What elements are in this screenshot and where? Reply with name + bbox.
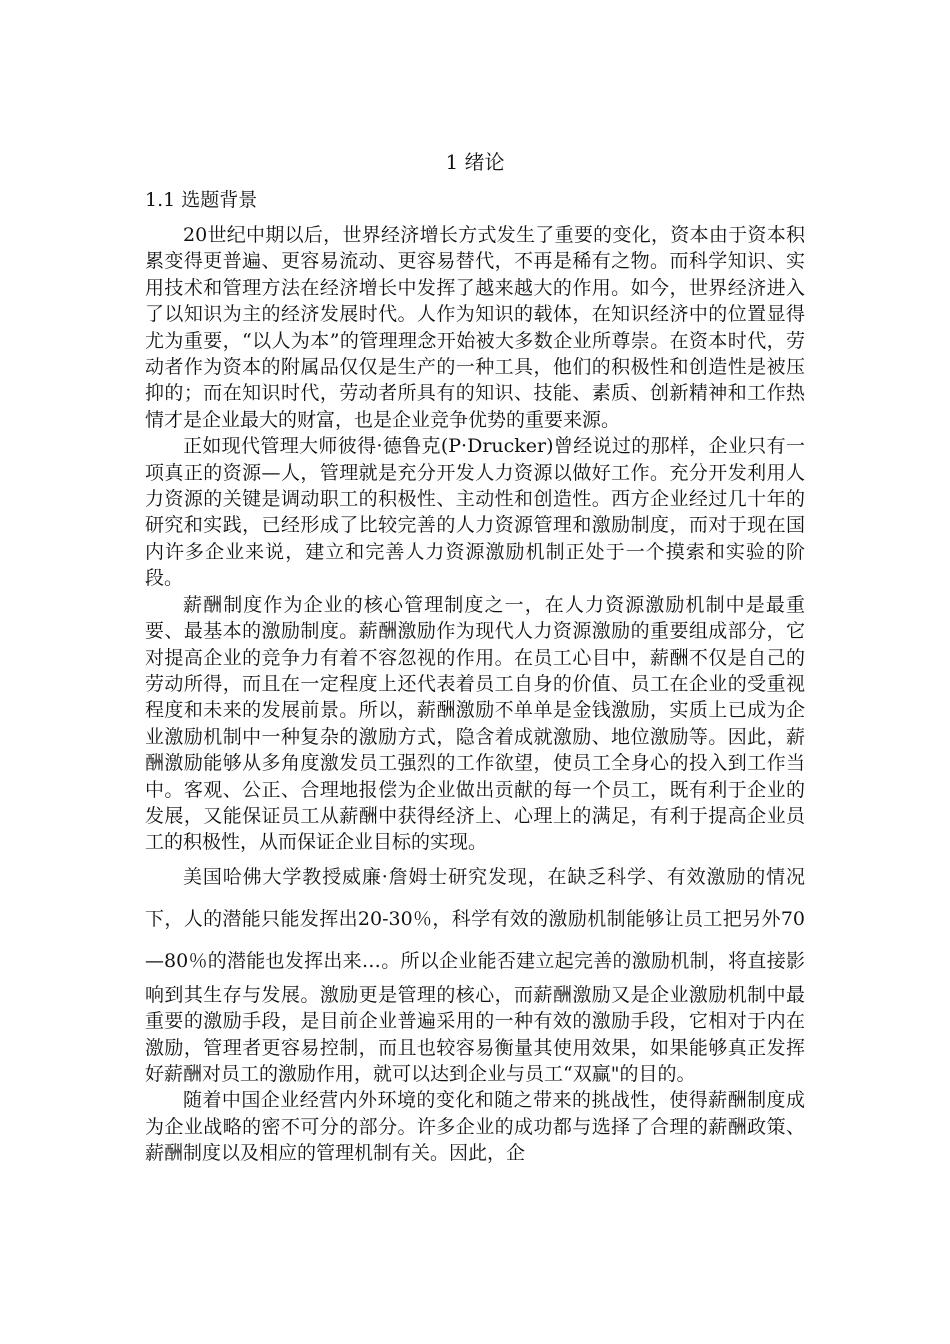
chapter-title: 1 绪论 [445, 150, 505, 174]
paragraph-4 [145, 856, 805, 1088]
section-title: 1.1 选题背景 [145, 189, 258, 211]
paragraph-4-part-b: 将直接影响到其生存与发展。激励更是管理的核心，而薪酬激励又是企业激励机制中最重要的激励手段，是目前企业普遍采用的一种有效的激励手段，它相对于内在激励，管理者更容易控制，而且也较容易衡量其使用效果，如果能够真正发挥好薪酬对员工的激励作用，就可以达到企业与员工“双赢"的目的。 [145, 949, 805, 1085]
body-text [145, 222, 805, 1167]
paragraph-3: 薪酬制度作为企业的核心管理制度之一，在人力资源激励机制中是最重要、最基本的激励制度。薪酬激励作为现代人力资源激励的重要组成部分，它对提高企业的竞争力有着不容忽视的作用。在员工心目中，薪酬不仅是自己的劳动所得，而且在一定程度上还代表着员工自身的价值、员工在企业的受重视程度和未来的发展前景。所以，薪酬激励不单单是金钱激励，实质上已成为企业激励机制中一种复杂的激励方式，隐含着成就激励、地位激励等。因此，薪酬激励能够从多角度激发员工强烈的工作欲望，使员工全身心的投入到工作当中。客观、公正、合理地报偿为企业做出贡献的每一个员工，既有利于企业的发展，又能保证员工从薪酬中获得经济上、心理上的满足，有利于提高企业员工的积极性，从而保证企业目标的实现。 [145, 593, 805, 854]
paragraph-1: 20世纪中期以后，世界经济增长方式发生了重要的变化，资本由于资本积累变得更普遍、更容易流动、更容易替代，不再是稀有之物。而科学知识、实用技术和管理方法在经济增长中发挥了越来越大的作用。如今，世界经济进入了以知识为主的经济发展时代。人作为知识的载体，在知识经济中的位置显得尤为重要，“以人为本”的管理理念开始被大多数企业所尊崇。在资本时代，劳动者作为资本的附属品仅仅是生产的一种工具，他们的积极性和创造性是被压抑的；而在知识时代，劳动者所具有的知识、技能、素质、创新精神和工作热情才是企业最大的财富，也是企业竞争优势的重要来源。 [145, 224, 805, 431]
paragraph-4-part-a: 美国哈佛大学教授威廉·詹姆士研究发现，在缺乏科学、有效激励的情况下，人的潜能只能发挥出20-30％，科学有效的激励机制能够让员工把另外70—80％的潜能也发挥出来…。所以企业能否建立起完善的激励机制， [145, 865, 805, 972]
paragraph-2: 正如现代管理大师彼得·德鲁克(P·Drucker)曾经说过的那样，企业只有一项真正的资源—人，管理就是充分开发人力资源以做好工作。充分开发利用人力资源的关键是调动职工的积极性、主动性和创造性。西方企业经过几十年的研究和实践，已经形成了比较完善的人力资源管理和激励制度，而对于现在国内许多企业来说，建立和完善人力资源激励机制正处于一个摸索和实验的阶段。 [145, 435, 805, 590]
paragraph-5: 随着中国企业经营内外环境的变化和随之带来的挑战性，使得薪酬制度成为企业战略的密不可分的部分。许多企业的成功都与选择了合理的薪酬政策、薪酬制度以及相应的管理机制有关。因此，企 [145, 1089, 805, 1165]
